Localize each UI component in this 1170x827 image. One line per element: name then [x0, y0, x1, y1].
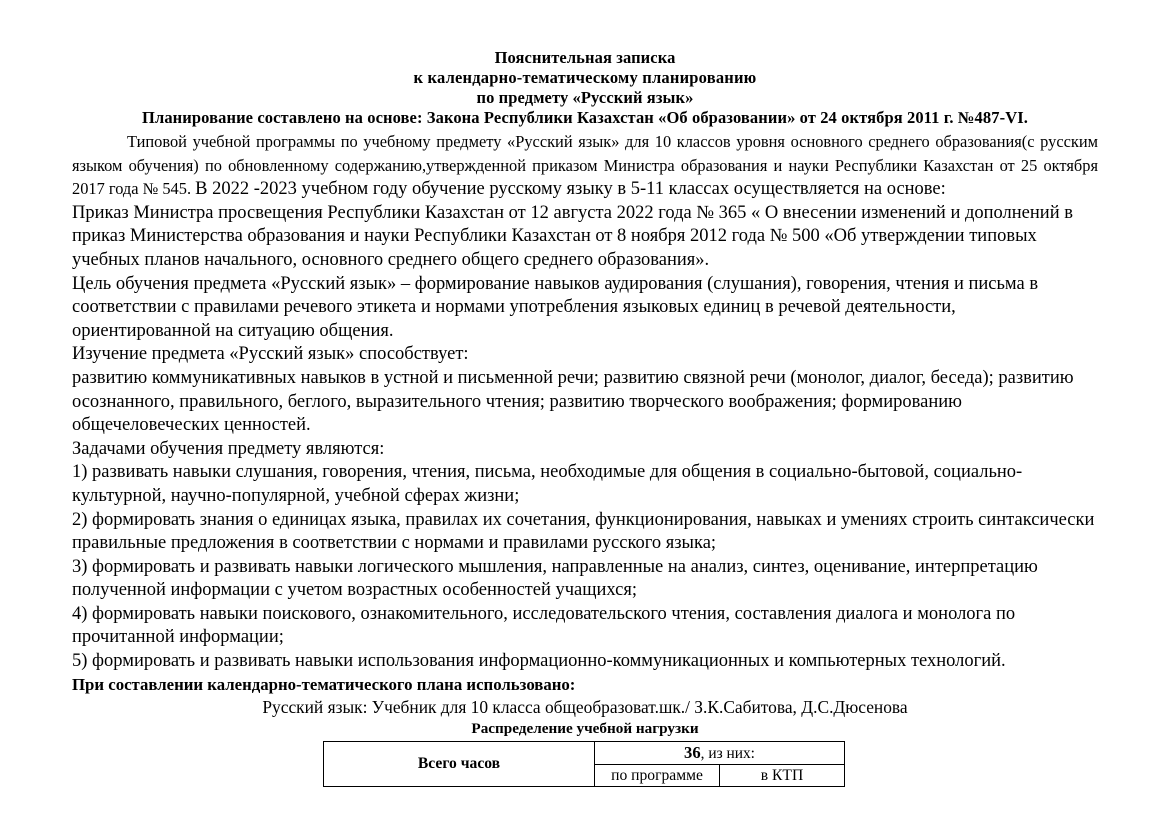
paragraph-order-365: Приказ Министра просвещения Республики Казахстан от 12 августа 2022 года № 365 « О внесении изменений и дополнений в приказ Министерства образования и науки Республики Казахстан от 8 ноября 2012 года № 500 «Об утверждении типовых учебных планов начального, основного среднего общего среднего образования». [72, 202, 1073, 270]
intro-paragraph [72, 130, 1098, 202]
paragraph-task-5: 5) формировать и развивать навыки использования информационно-коммуникационных и компьютерных технологий. [72, 651, 1006, 672]
load-table-caption: Распределение учебной нагрузки [471, 719, 699, 737]
paragraph-task-2: 2) формировать знания о единицах языка, правилах их сочетания, функционирования, навыках и умениях строить синтаксически правильные предложения в соответствии с нормами и правилами русского языка; [72, 509, 1095, 554]
load-table [323, 741, 845, 787]
document-title-block [72, 48, 1098, 128]
hours-number: 36 [684, 742, 701, 762]
paragraph-skills-development: развитию коммуникативных навыков в устной и письменной речи; развитию связной речи (монолог, диалог, беседа); развитию осознанного, правильного, беглого, выразительного чтения; развитию творческого воображения; формированию общечеловеческих ценностей. [72, 367, 1074, 436]
title-line-2: к календарно-тематическому планированию [413, 68, 757, 87]
paragraph-task-4: 4) формировать навыки поискового, ознакомительного, исследовательского чтения, составления диалога и монолога по прочитанной информации; [72, 603, 1016, 648]
paragraph-task-1: 1) развивать навыки слушания, говорения, чтения, письма, необходимые для общения в социально-бытовой, социально-культурной, научно-популярной, учебной сферах жизни; [72, 462, 1023, 506]
textbook-reference: Русский язык: Учебник для 10 класса общеобразоват.шк./ З.К.Сабитова, Д.С.Дюсенова [262, 696, 908, 717]
paragraph-tasks-header: Задачами обучения предмету являются: [72, 438, 385, 459]
intro-big-text: В 2022 -2023 учебном году обучение русскому языку в 5-11 классах осуществляется на основе: [195, 179, 946, 200]
cell-total-hours-label: Всего часов [324, 741, 595, 786]
hours-suffix: , из них: [700, 744, 755, 762]
title-line-1: Пояснительная записка [494, 48, 676, 67]
intro-small-text: Типовой учебной программы по учебному предмету «Русский язык» для 10 классов уровня основного среднего образования(с русским языком обучения) по обновленному содержанию,утвержденной приказом Министра образования и науки Республики Казахстан от 25 октября 2017 года № 545. [72, 132, 1098, 199]
paragraph-task-3: 3) формировать и развивать навыки логического мышления, направленные на анализ, синтез, оценивание, интерпретацию полученной информации с учетом возрастных особенностей учащихся; [72, 556, 1038, 601]
cell-by-program: по программе [595, 764, 720, 786]
title-line-3: по предмету «Русский язык» [476, 88, 694, 107]
used-materials-label: При составлении календарно-тематического плана использовано: [72, 674, 576, 694]
title-line-4-basis: Планирование составлено на основе: Закона Республики Казахстан «Об образовании» от 24 октября 2011 г. №487-VI. [142, 108, 1028, 127]
table-row [324, 741, 845, 764]
paragraph-goal: Цель обучения предмета «Русский язык» – формирование навыков аудирования (слушания), говорения, чтения и письма в соответствии с правилами речевого этикета и нормами употребления языковых единиц в речевой деятельности, ориентированной на ситуацию общения. [72, 273, 1039, 341]
paragraph-study-promotes: Изучение предмета «Русский язык» способствует: [72, 344, 469, 365]
cell-hours-value [595, 741, 845, 764]
load-table-wrapper [72, 741, 1098, 787]
cell-in-ktp: в КТП [720, 764, 845, 786]
